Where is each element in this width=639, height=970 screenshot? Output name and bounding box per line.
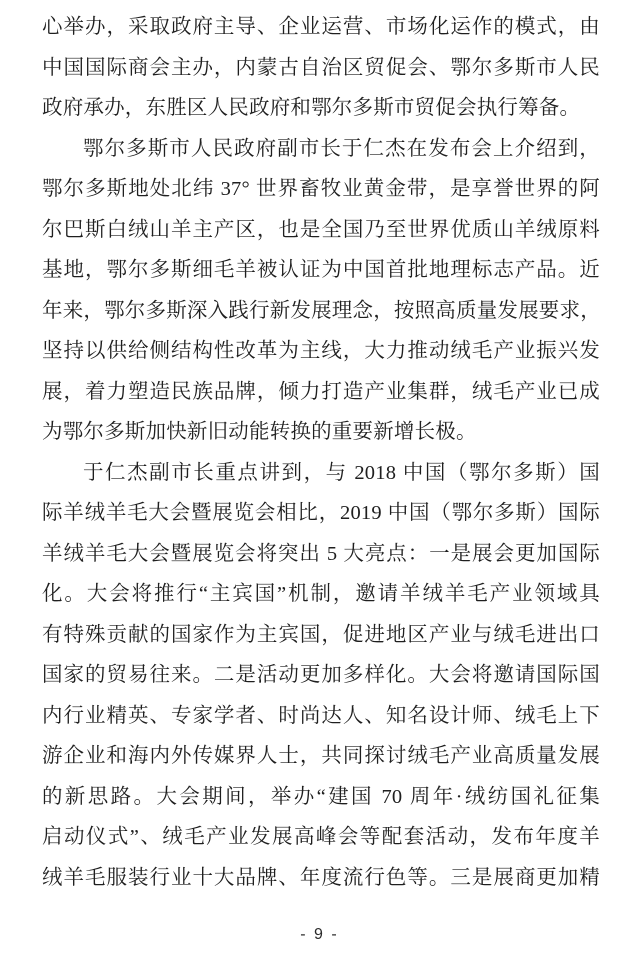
text-line: 尔巴斯白绒山羊主产区，也是全国乃至世界优质山羊绒原料 <box>42 218 600 241</box>
text-line: 坚持以供给侧结构性改革为主线，大力推动绒毛产业振兴发 <box>42 340 600 362</box>
paragraph <box>42 453 600 899</box>
page-footer <box>0 926 639 944</box>
text-line: 羊绒羊毛大会暨展览会将突出 5 大亮点：一是展会更加国际 <box>42 542 600 565</box>
text-line: 中国国际商会主办，内蒙古自治区贸促会、鄂尔多斯市人民 <box>42 56 600 79</box>
text-line: 启动仪式”、绒毛产业发展高峰会等配套活动，发布年度羊 <box>42 826 600 848</box>
page-number: - 9 - <box>300 926 339 943</box>
text-line: 国家的贸易往来。二是活动更加多样化。大会将邀请国际国 <box>42 664 600 686</box>
text-line: 际羊绒羊毛大会暨展览会相比，2019 中国（鄂尔多斯）国际 <box>42 502 600 524</box>
text-line: 展，着力塑造民族品牌，倾力打造产业集群，绒毛产业已成 <box>42 380 600 403</box>
text-line: 内行业精英、专家学者、时尚达人、知名设计师、绒毛上下 <box>42 704 600 727</box>
document-body <box>42 7 600 898</box>
text-line: 为鄂尔多斯加快新旧动能转换的重要新增长极。 <box>42 421 477 443</box>
text-line: 基地，鄂尔多斯细毛羊被认证为中国首批地理标志产品。近 <box>42 259 600 281</box>
text-line: 化。大会将推行“主宾国”机制，邀请羊绒羊毛产业领域具 <box>42 583 600 605</box>
text-line: 的新思路。大会期间，举办“建国 70 周年·绒纺国礼征集 <box>42 785 600 808</box>
text-line: 游企业和海内外传媒界人士，共同探讨绒毛产业高质量发展 <box>42 745 600 767</box>
text-line: 鄂尔多斯市人民政府副市长于仁杰在发布会上介绍到， <box>83 137 600 160</box>
text-line: 绒羊毛服装行业十大品牌、年度流行色等。三是展商更加精 <box>42 866 600 889</box>
text-line: 于仁杰副市长重点讲到，与 2018 中国（鄂尔多斯）国 <box>83 461 600 484</box>
paragraph <box>42 7 600 129</box>
text-line: 心举办，采取政府主导、企业运营、市场化运作的模式，由 <box>42 16 600 38</box>
text-line: 有特殊贡献的国家作为主宾国，促进地区产业与绒毛进出口 <box>42 623 600 646</box>
paragraph <box>42 129 600 453</box>
text-line: 政府承办，东胜区人民政府和鄂尔多斯市贸促会执行筹备。 <box>42 97 581 119</box>
text-line: 年来，鄂尔多斯深入践行新发展理念，按照高质量发展要求， <box>42 299 601 322</box>
text-line: 鄂尔多斯地处北纬 37° 世界畜牧业黄金带，是享誉世界的阿 <box>42 178 600 200</box>
